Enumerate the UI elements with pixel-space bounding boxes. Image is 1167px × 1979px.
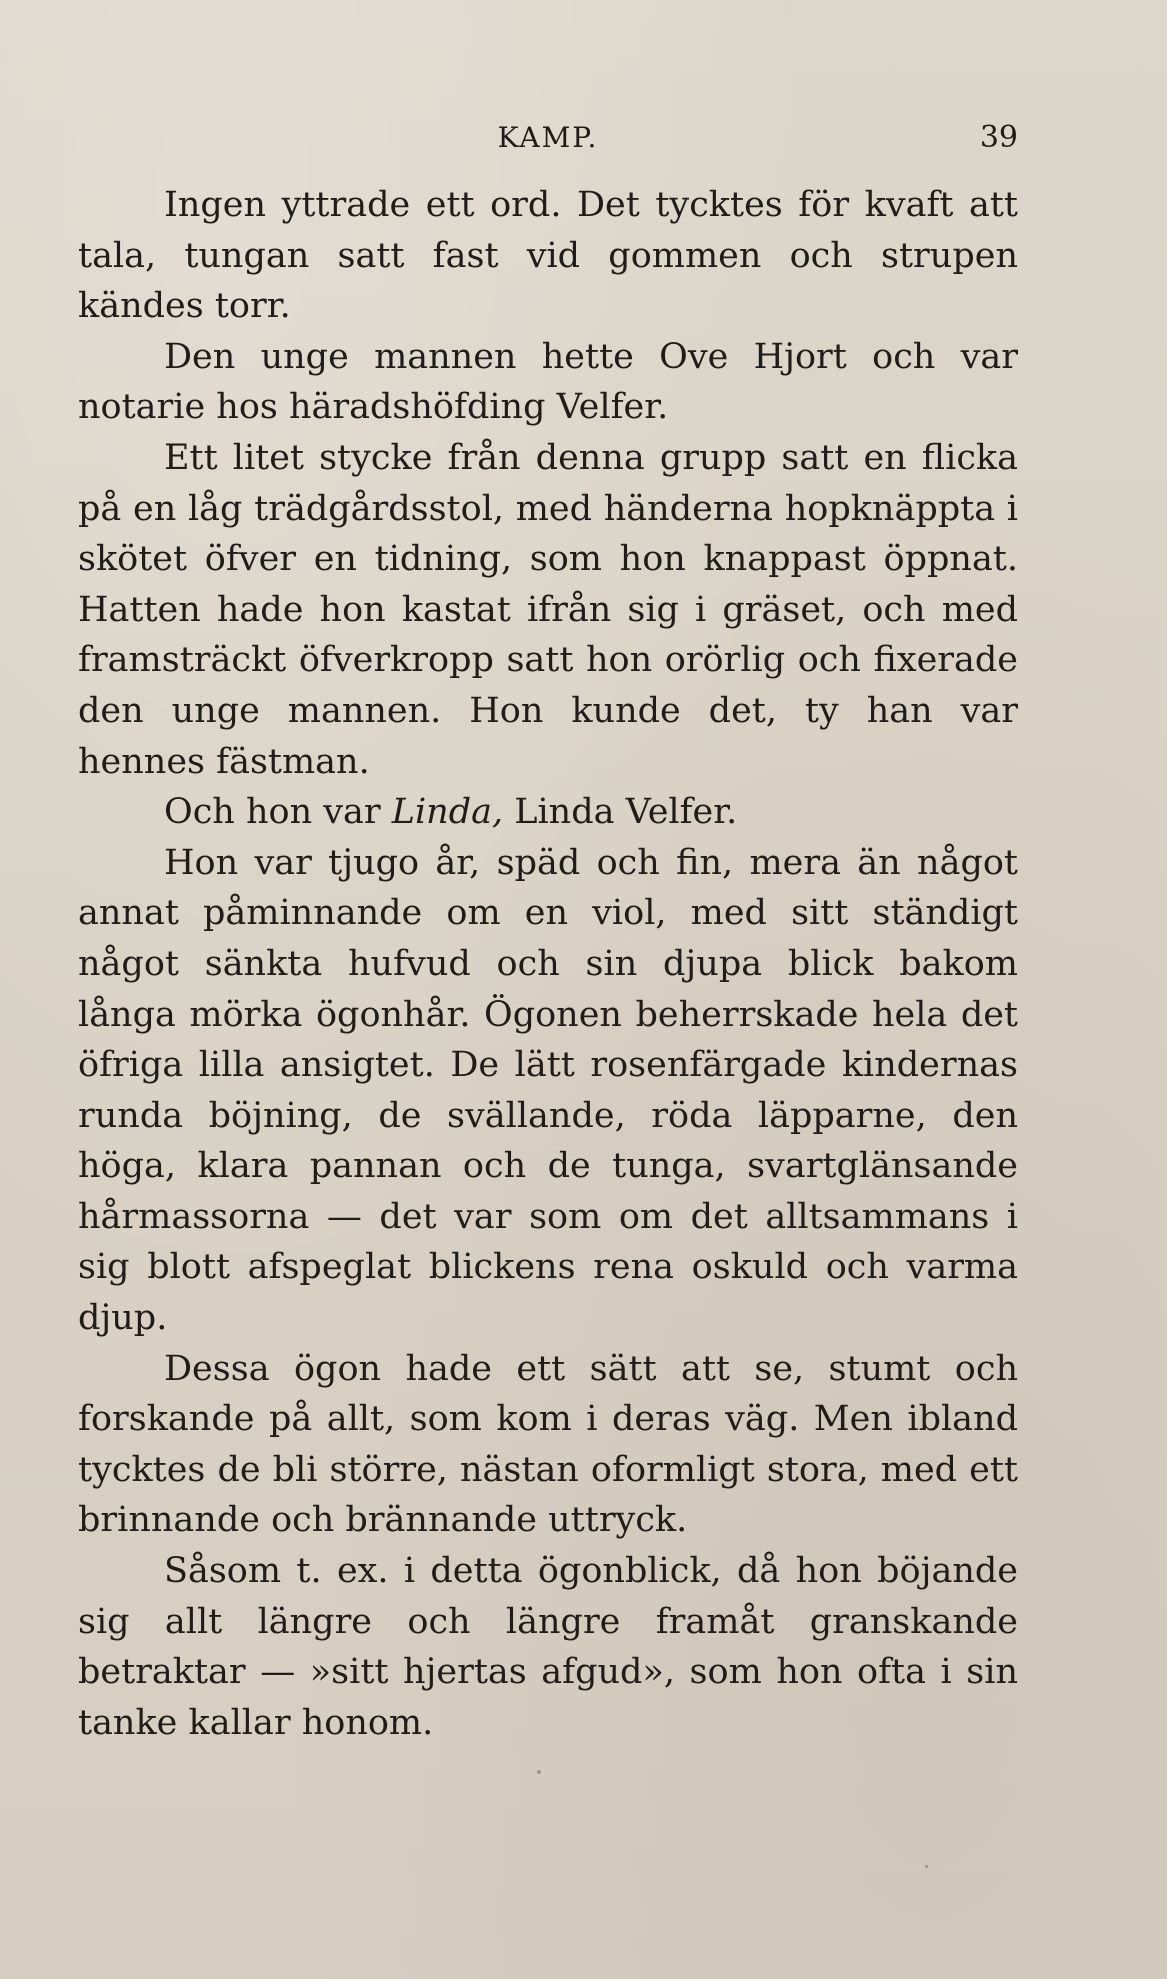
running-title: KAMP. [497,121,599,154]
paragraph: Den unge mannen hette Ove Hjort och var notarie hos häradshöfding Velfer. [78,336,1018,428]
scan-speck [925,1865,928,1868]
paragraph: Såsom t. ex. i detta ögonblick, då hon böjande sig allt längre och längre framåt granskande betraktar — »sitt hjertas afgud», som hon ofta i sin tanke kallar honom. [78,1551,1018,1743]
page-number: 39 [979,120,1018,155]
running-head [78,118,1018,158]
paragraph: Ett litet stycke från denna grupp satt en flicka på en låg trädgårdsstol, med händerna hopknäppta i skötet öfver en tidning, som hon knappast öppnat. Hatten hade hon kastat ifrån sig i gräset, och med framsträckt öfverkropp satt hon orörlig och fixerade den unge mannen. Hon kunde det, ty han var hennes fästman. [78,437,1018,782]
body-text [78,180,1018,1748]
emphasized-name: Linda, [391,792,504,833]
scan-speck [537,1770,541,1774]
paragraph-text: Linda Velfer. [503,792,738,833]
paragraph: Dessa ögon hade ett sätt att se, stumt och forskande på allt, som kom i deras väg. Men ibland tycktes de bli större, nästan oformligt stora, med ett brinnande och brännande uttryck. [78,1348,1018,1541]
paragraph-text: Och hon var [164,792,392,833]
paragraph: Hon var tjugo år, späd och fin, mera än något annat påminnande om en viol, med sitt ständigt något sänkta hufvud och sin djupa blick bakom långa mörka ögonhår. Ögonen beherrskade hela det öfriga lilla ansigtet. De lätt rosenfärgade kindernas runda böjning, de svällande, röda läpparne, den höga, klara pannan och de tunga, svartglänsande hårmassorna — det var som om det alltsammans i sig blott afspeglat blickens rena oskuld och varma djup. [78,842,1018,1339]
paragraph [78,787,1018,838]
paragraph: Ingen yttrade ett ord. Det tycktes för kvaft att tala, tungan satt fast vid gommen och strupen kändes torr. [78,185,1018,327]
